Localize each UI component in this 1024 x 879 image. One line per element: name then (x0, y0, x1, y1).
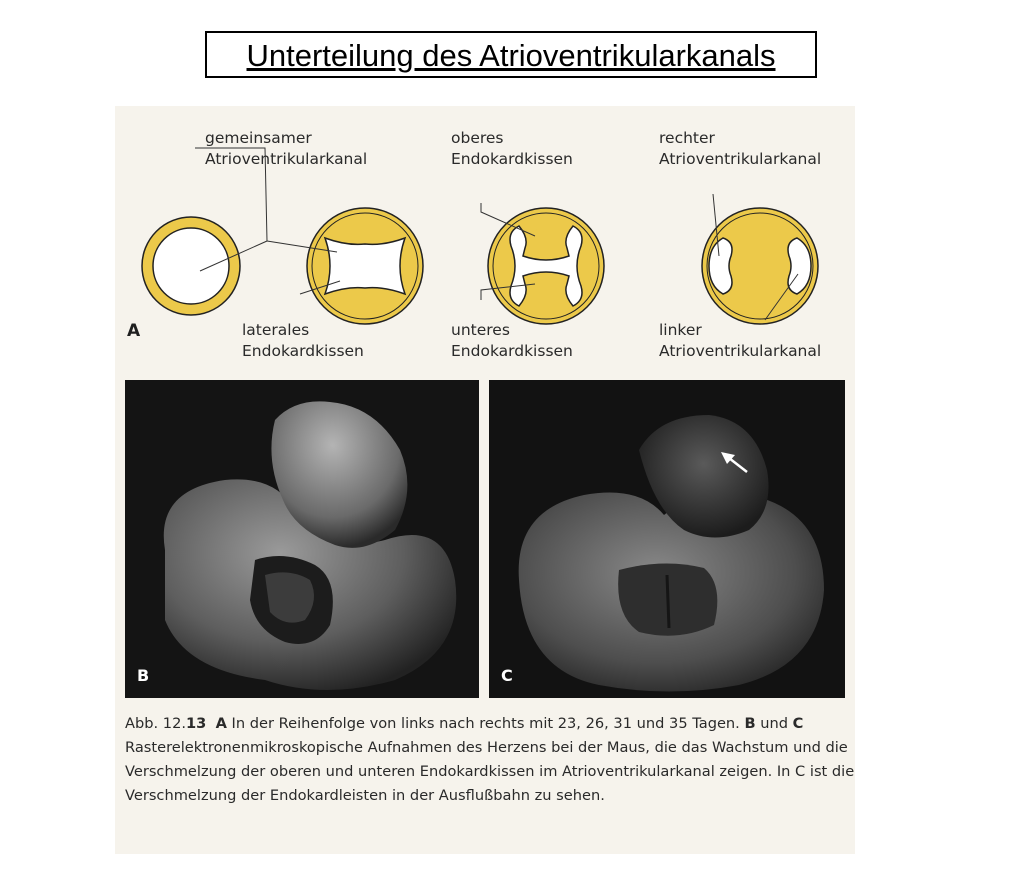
label-linker: linker (659, 321, 702, 339)
caption-number: 13 (186, 715, 207, 732)
panel-a-letter: A (127, 321, 141, 341)
label-unteres: unteres (451, 321, 510, 339)
stage-2-ring (307, 208, 423, 324)
label-laterales: laterales (242, 321, 310, 339)
label-oberes-2: Endokardkissen (451, 150, 573, 168)
panel-b-letter: B (137, 666, 150, 685)
page-title: Unterteilung des Atrioventrikularkanals (205, 31, 817, 78)
sem-heart-b (125, 380, 479, 698)
label-linker-2: Atrioventrikularkanal (659, 342, 822, 360)
caption-a-letter: A (215, 715, 227, 732)
label-laterales-2: Endokardkissen (242, 342, 364, 360)
photo-c (489, 380, 845, 698)
caption-line2-start: und (760, 715, 793, 732)
caption-c-text: Rasterelektronenmikroskopische Aufnahmen des Herzens bei der Maus, die das Wachstum und die Verschmelzung der oberen und unteren Endokardkissen im Atrioventrikularkanal zeigen. In C ist die Verschmelzung der Endokardleisten in der Ausflußbahn zu sehen. (125, 739, 855, 804)
figure-sheet (115, 106, 855, 854)
caption-a-text: In der Reihenfolge von links nach rechts mit 23, 26, 31 und 35 Tagen. (226, 715, 745, 732)
label-rechter: rechter (659, 129, 715, 147)
sem-heart-c (489, 380, 845, 698)
caption-b-letter: B (744, 715, 756, 732)
stage-3-ring (488, 208, 604, 324)
caption-label: Abb. 12. (125, 715, 186, 732)
label-gemeinsamer-2: Atrioventrikularkanal (205, 150, 368, 168)
figure-caption (125, 712, 855, 808)
stage-1-ring (142, 217, 240, 315)
stage-4-ring (702, 208, 818, 324)
label-oberes: oberes (451, 129, 504, 147)
photo-b (125, 380, 479, 698)
caption-c-letter: C (792, 715, 804, 732)
panel-c-letter: C (501, 666, 513, 685)
label-gemeinsamer: gemeinsamer (205, 129, 312, 147)
label-unteres-2: Endokardkissen (451, 342, 573, 360)
label-rechter-2: Atrioventrikularkanal (659, 150, 822, 168)
